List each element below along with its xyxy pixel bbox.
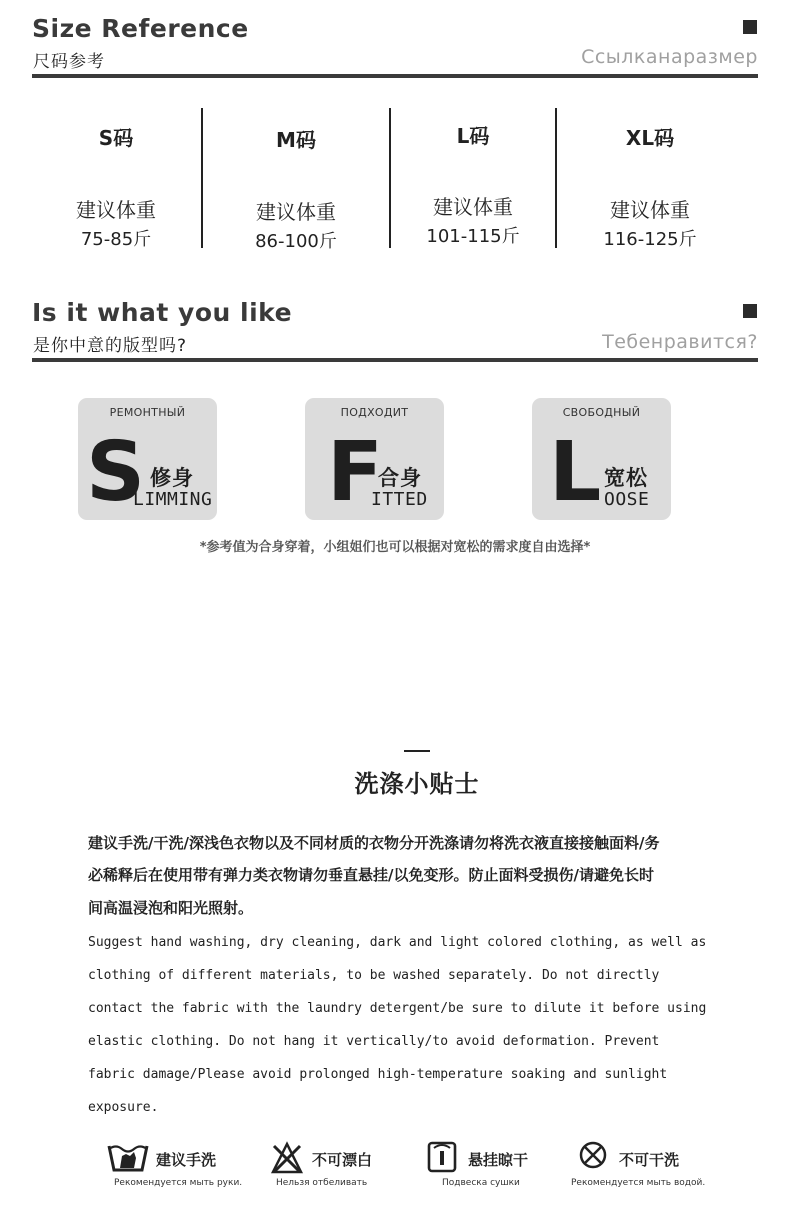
fit-card-en-label: LIMMING: [133, 489, 213, 510]
fit-card-ru-label: СВОБОДНЫЙ: [562, 406, 641, 419]
fit-card-ru-label: ПОДХОДИТ: [340, 406, 409, 419]
size-weight-label: 建议体重: [76, 198, 156, 222]
size-weight-range: 116-125斤: [603, 229, 697, 250]
hand-wash-icon: [106, 1140, 150, 1176]
care-text-cn-line: 间高温浸泡和阳光照射。: [88, 899, 254, 917]
fit-section-title-en: Is it what you like: [32, 298, 293, 327]
care-text-cn-line: 必稀释后在使用带有弹力类衣物请勿垂直悬挂/以免变形。防止面料受损伤/请避免长时: [88, 866, 654, 884]
size-column-m: [203, 108, 389, 252]
size-section-title-cn: 尺码参考: [33, 52, 105, 72]
fit-note: *参考值为合身穿着，小组姐们也可以根据对宽松的需求度自由选择*: [199, 540, 591, 555]
care-title: 洗涤小贴士: [354, 770, 480, 798]
care-item-cn-label: 不可漂白: [312, 1151, 373, 1169]
fit-card-cn-label: 修身: [150, 466, 194, 490]
size-weight-range: 75-85斤: [80, 229, 152, 250]
care-text-en-line: elastic clothing. Do not hang it vertically/to avoid deformation. Prevent: [88, 1034, 660, 1049]
care-item-cn-label: 悬挂晾干: [468, 1151, 529, 1169]
fit-card-letter: F: [327, 425, 384, 520]
fit-card-slimming: [78, 398, 217, 520]
size-weight-range: 86-100斤: [255, 231, 337, 252]
size-column-l: [391, 108, 555, 248]
size-name: M码: [276, 128, 316, 152]
fit-section-title-ru: Тебенравится?: [602, 331, 758, 353]
fit-card-en-label: OOSE: [604, 489, 650, 510]
fit-card-en-label: ITTED: [371, 489, 428, 510]
care-item-ru-label: Рекомендуется мыть руки.: [114, 1178, 243, 1188]
size-name: XL码: [625, 126, 675, 150]
care-item-ru-label: Подвеска сушки: [442, 1178, 520, 1188]
care-text-en-line: Suggest hand washing, dry cleaning, dark and light colored clothing, as well as: [88, 935, 707, 950]
size-name: L码: [456, 124, 490, 148]
fit-card-cn-label: 宽松: [604, 466, 648, 490]
hang-dry-icon: [426, 1140, 458, 1174]
size-weight-range: 101-115斤: [426, 226, 520, 247]
no-wash-icon: [578, 1140, 608, 1172]
size-weight-label: 建议体重: [433, 195, 513, 219]
size-weight-label: 建议体重: [610, 198, 690, 222]
section-marker-icon: [743, 304, 757, 318]
care-item-ru-label: Рекомендуется мыть водой.: [571, 1178, 706, 1188]
care-text-cn-line: 建议手洗/干洗/深浅色衣物以及不同材质的衣物分开洗涤请勿将洗衣液直接接触面料/务: [88, 834, 660, 852]
care-item-cn-label: 不可干洗: [619, 1151, 680, 1169]
fit-section-title-cn: 是你中意的版型吗?: [33, 336, 188, 356]
title-dash: [404, 750, 430, 752]
section-marker-icon: [743, 20, 757, 34]
fit-card-fitted: [305, 398, 444, 520]
fit-card-ru-label: РЕМОНТНЫЙ: [109, 406, 186, 419]
section-divider: [32, 358, 758, 362]
fit-card-letter: L: [549, 425, 602, 520]
size-section-title-en: Size Reference: [32, 14, 249, 43]
fit-card-loose: [532, 398, 671, 520]
fit-card-cn-label: 合身: [378, 466, 422, 490]
care-text-en-line: fabric damage/Please avoid prolonged high-temperature soaking and sunlight: [88, 1067, 668, 1082]
care-item-cn-label: 建议手洗: [156, 1151, 217, 1169]
care-text-en-line: contact the fabric with the laundry detergent/be sure to dilute it before using: [88, 1001, 707, 1016]
fit-card-letter: S: [86, 425, 146, 520]
size-name: S码: [98, 126, 134, 150]
care-item-ru-label: Нельзя отбеливать: [276, 1178, 368, 1188]
no-bleach-icon: [270, 1140, 304, 1176]
size-column-s: [32, 108, 200, 248]
care-text-en-line: clothing of different materials, to be washed separately. Do not directly: [88, 968, 660, 983]
size-section-title-ru: Ссылканаразмер: [581, 46, 758, 68]
section-divider: [32, 74, 758, 78]
size-column-xl: [557, 108, 743, 248]
size-weight-label: 建议体重: [256, 200, 336, 224]
care-text-en-line: exposure.: [88, 1100, 159, 1115]
